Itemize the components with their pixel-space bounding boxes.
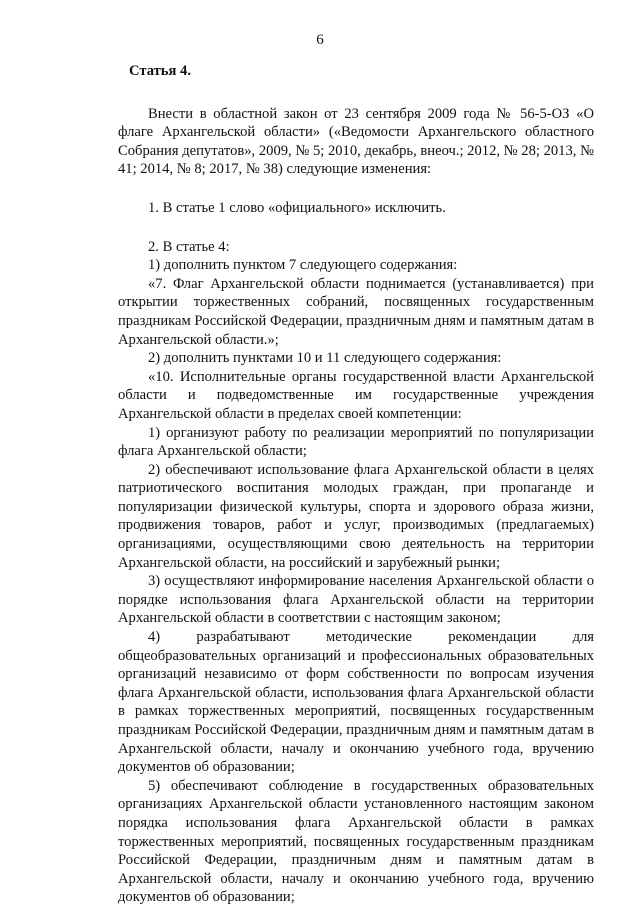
- paragraph-point-10: «10. Исполнительные органы государственной власти Архангельской области и подведомственные им государственные учреждения Архангельской области в пределах своей компетенции:: [118, 368, 594, 422]
- paragraph-point-10-3: 3) осуществляют информирование населения Архангельской области о порядке использования флага Архангельской области на территории Архангельской области в соответствии с настоящим законом;: [118, 573, 594, 627]
- paragraph-item-1: 1. В статье 1 слово «официального» исключить.: [148, 199, 446, 216]
- paragraph-point-7: «7. Флаг Архангельской области поднимается (устанавливается) при открытии торжественных собраний, посвященных государственным праздникам Российской Федерации, праздничным дням и памятным датам в Архангельской области.»;: [118, 275, 594, 348]
- paragraph-point-10-2: 2) обеспечивают использование флага Архангельской области в целях патриотического воспитания молодых граждан, при пропаганде и популяризации физической культуры, спорта и здорового образа жизни, продвижения товаров, работ и услуг, производимых (предлагаемых) организациями, осуществляющими свою деятельность на территории Архангельской области, на российский и зарубежный рынки;: [118, 461, 594, 571]
- paragraph-point-10-5: 5) обеспечивают соблюдение в государственных образовательных организациях Архангельской области установленного настоящим законом порядка использования флага Архангельской области в рамках торжественных мероприятий, посвященных государственным праздникам Российской Федерации, праздничным дням и памятным датам в Архангельской области, началу и окончанию учебного года, вручению документов об образовании;: [118, 777, 594, 906]
- paragraph-subitem-2: 2) дополнить пунктами 10 и 11 следующего содержания:: [148, 350, 502, 367]
- paragraph-intro: Внести в областной закон от 23 сентября 2009 года № 56-5-ОЗ «О флаге Архангельской области» («Ведомости Архангельского областного Собрания депутатов», 2009, № 5; 2010, декабрь, внеоч.; 2012, № 28; 2013, № 41; 2014, № 8; 2017, № 38) следующие изменения:: [118, 105, 594, 178]
- paragraph-point-10-1: 1) организуют работу по реализации мероприятий по популяризации флага Архангельской области;: [118, 424, 594, 460]
- paragraph-subitem-1: 1) дополнить пунктом 7 следующего содержания:: [148, 257, 458, 274]
- document-body: [118, 62, 594, 907]
- paragraph-point-10-4: 4) разрабатывают методические рекомендации для общеобразовательных организаций и профессиональных образовательных организаций независимо от форм собственности по вопросам изучения флага Архангельской области, использования флага Архангельской области в рамках торжественных мероприятий, посвященных государственным праздникам Российской Федерации, праздничным дням и памятным датам в Архангельской области, началу и окончанию учебного года, вручению документов об образовании;: [118, 629, 594, 776]
- page-number: 6: [316, 32, 324, 48]
- paragraph-item-2: 2. В статье 4:: [148, 238, 230, 255]
- article-heading: Статья 4.: [129, 63, 191, 79]
